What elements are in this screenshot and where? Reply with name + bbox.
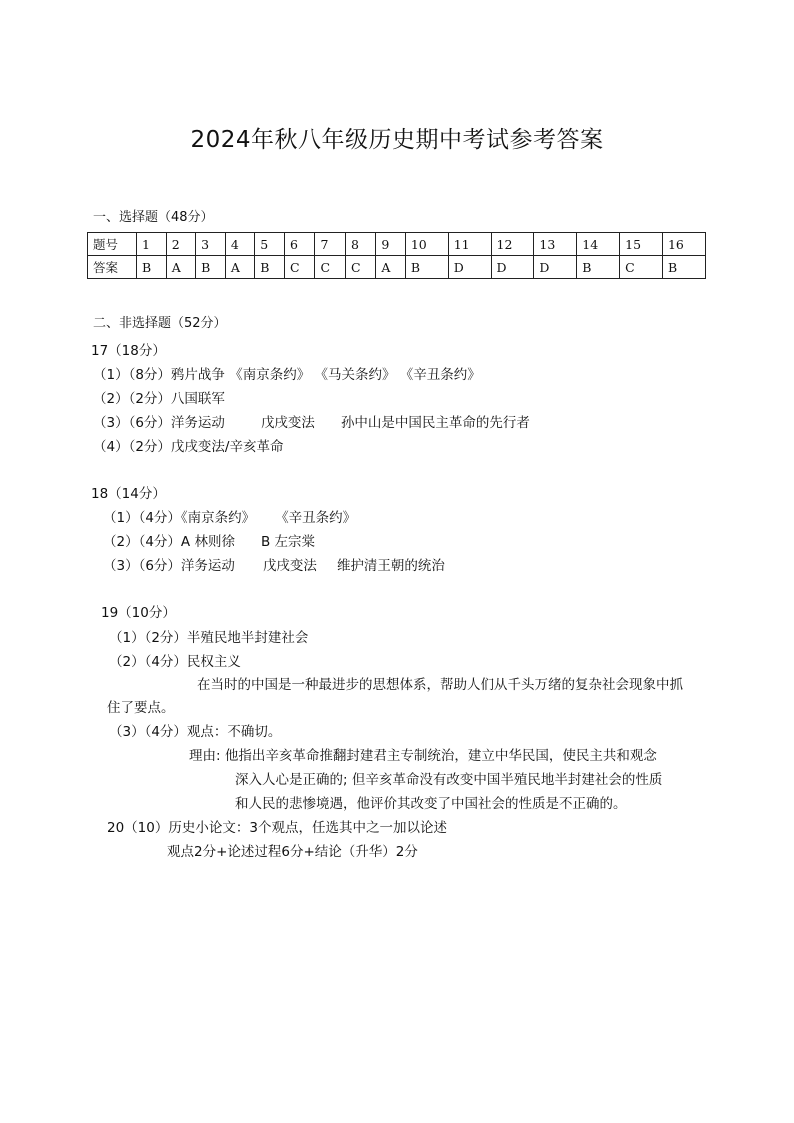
table-cell: 15	[620, 233, 663, 256]
q19-part2-explanation-line2: 住了要点。	[107, 700, 175, 716]
table-cell: B	[196, 256, 226, 279]
table-cell: B	[137, 256, 167, 279]
table-row	[88, 233, 706, 256]
table-cell: 11	[448, 233, 491, 256]
table-cell: B	[662, 256, 705, 279]
q18-part2-answer-b: B 左宗棠	[260, 534, 316, 550]
table-cell: 16	[662, 233, 705, 256]
page-title: 2024年秋八年级历史期中考试参考答案	[190, 127, 604, 153]
q17-heading: 17（18分）	[91, 343, 166, 359]
q18-part1-answer-b: 《辛丑条约》	[275, 510, 357, 526]
section1-heading: 一、选择题（48分）	[93, 210, 214, 225]
q18-part3-answer-a: （3）（6分）洋务运动	[103, 558, 235, 574]
table-cell: 9	[376, 233, 405, 256]
q19-part3-reason-line2: 深入人心是正确的; 但辛亥革命没有改变中国半殖民地半封建社会的性质	[235, 772, 663, 788]
q19-part2-explanation-line1: 在当时的中国是一种最进步的思想体系，帮助人们从千头万绪的复杂社会现象中抓	[197, 677, 683, 693]
table-cell: 3	[196, 233, 226, 256]
table-cell: C	[284, 256, 314, 279]
q17-part3-answer-c: 孙中山是中国民主革命的先行者	[340, 415, 530, 431]
table-cell: 8	[345, 233, 375, 256]
table-cell: D	[448, 256, 491, 279]
table-cell: 2	[166, 233, 195, 256]
table-cell: C	[315, 256, 345, 279]
table-cell: 7	[315, 233, 345, 256]
q19-heading: 19（10分）	[101, 605, 176, 621]
table-cell: A	[376, 256, 405, 279]
table-row	[88, 256, 706, 279]
table-cell: 12	[491, 233, 534, 256]
table-cell: 14	[577, 233, 620, 256]
table-cell: A	[225, 256, 254, 279]
table-cell: B	[405, 256, 448, 279]
table-cell: 6	[284, 233, 314, 256]
q18-part3	[103, 554, 445, 574]
table-cell: B	[255, 256, 285, 279]
q18-part1	[103, 506, 356, 526]
q19-part1: （1）（2分）半殖民地半封建社会	[109, 630, 309, 646]
table-cell: D	[491, 256, 534, 279]
table-cell: D	[534, 256, 577, 279]
q18-heading: 18（14分）	[91, 486, 166, 502]
q17-part3-answer-a: （3）（6分）洋务运动	[93, 415, 225, 431]
answer-table	[87, 232, 706, 279]
table-cell: 1	[137, 233, 167, 256]
table-cell: C	[345, 256, 375, 279]
table-cell: 13	[534, 233, 577, 256]
q19-part3-reason-line1: 理由: 他指出辛亥革命推翻封建君主专制统治，建立中华民国，使民主共和观念	[189, 748, 657, 764]
q18-part2-answer-a: （2）（4分）A 林则徐	[103, 534, 235, 550]
section2-heading: 二、非选择题（52分）	[93, 316, 227, 331]
row-label-answer: 答案	[88, 256, 137, 279]
table-cell: A	[166, 256, 195, 279]
q17-part2: （2）（2分）八国联军	[93, 391, 225, 407]
q17-part4: （4）（2分）戊戌变法/辛亥革命	[93, 439, 284, 455]
row-label-number: 题号	[88, 233, 137, 256]
q17-part3-answer-b: 戊戌变法	[260, 415, 315, 431]
table-cell: C	[620, 256, 663, 279]
q18-part2	[103, 530, 315, 550]
q18-part1-answer-a: （1）（4分）《南京条约》	[103, 510, 256, 526]
table-cell: B	[577, 256, 620, 279]
q19-part3: （3）（4分）观点：不确切。	[109, 724, 282, 740]
q18-part3-answer-c: 维护清王朝的统治	[336, 558, 445, 574]
table-cell: 5	[255, 233, 285, 256]
q19-part2: （2）（4分）民权主义	[109, 654, 241, 670]
q18-part3-answer-b: 戊戌变法	[262, 558, 317, 574]
q19-part3-reason-line3: 和人民的悲惨境遇，他评价其改变了中国社会的性质是不正确的。	[235, 796, 627, 812]
q17-part3	[93, 411, 530, 431]
q20-scoring: 观点2分+论述过程6分+结论（升华）2分	[167, 844, 418, 860]
q20-heading: 20（10）历史小论文：3个观点，任选其中之一加以论述	[107, 820, 447, 836]
table-cell: 4	[225, 233, 254, 256]
q17-part1: （1）（8分）鸦片战争 《南京条约》 《马关条约》 《辛丑条约》	[93, 367, 481, 383]
table-cell: 10	[405, 233, 448, 256]
